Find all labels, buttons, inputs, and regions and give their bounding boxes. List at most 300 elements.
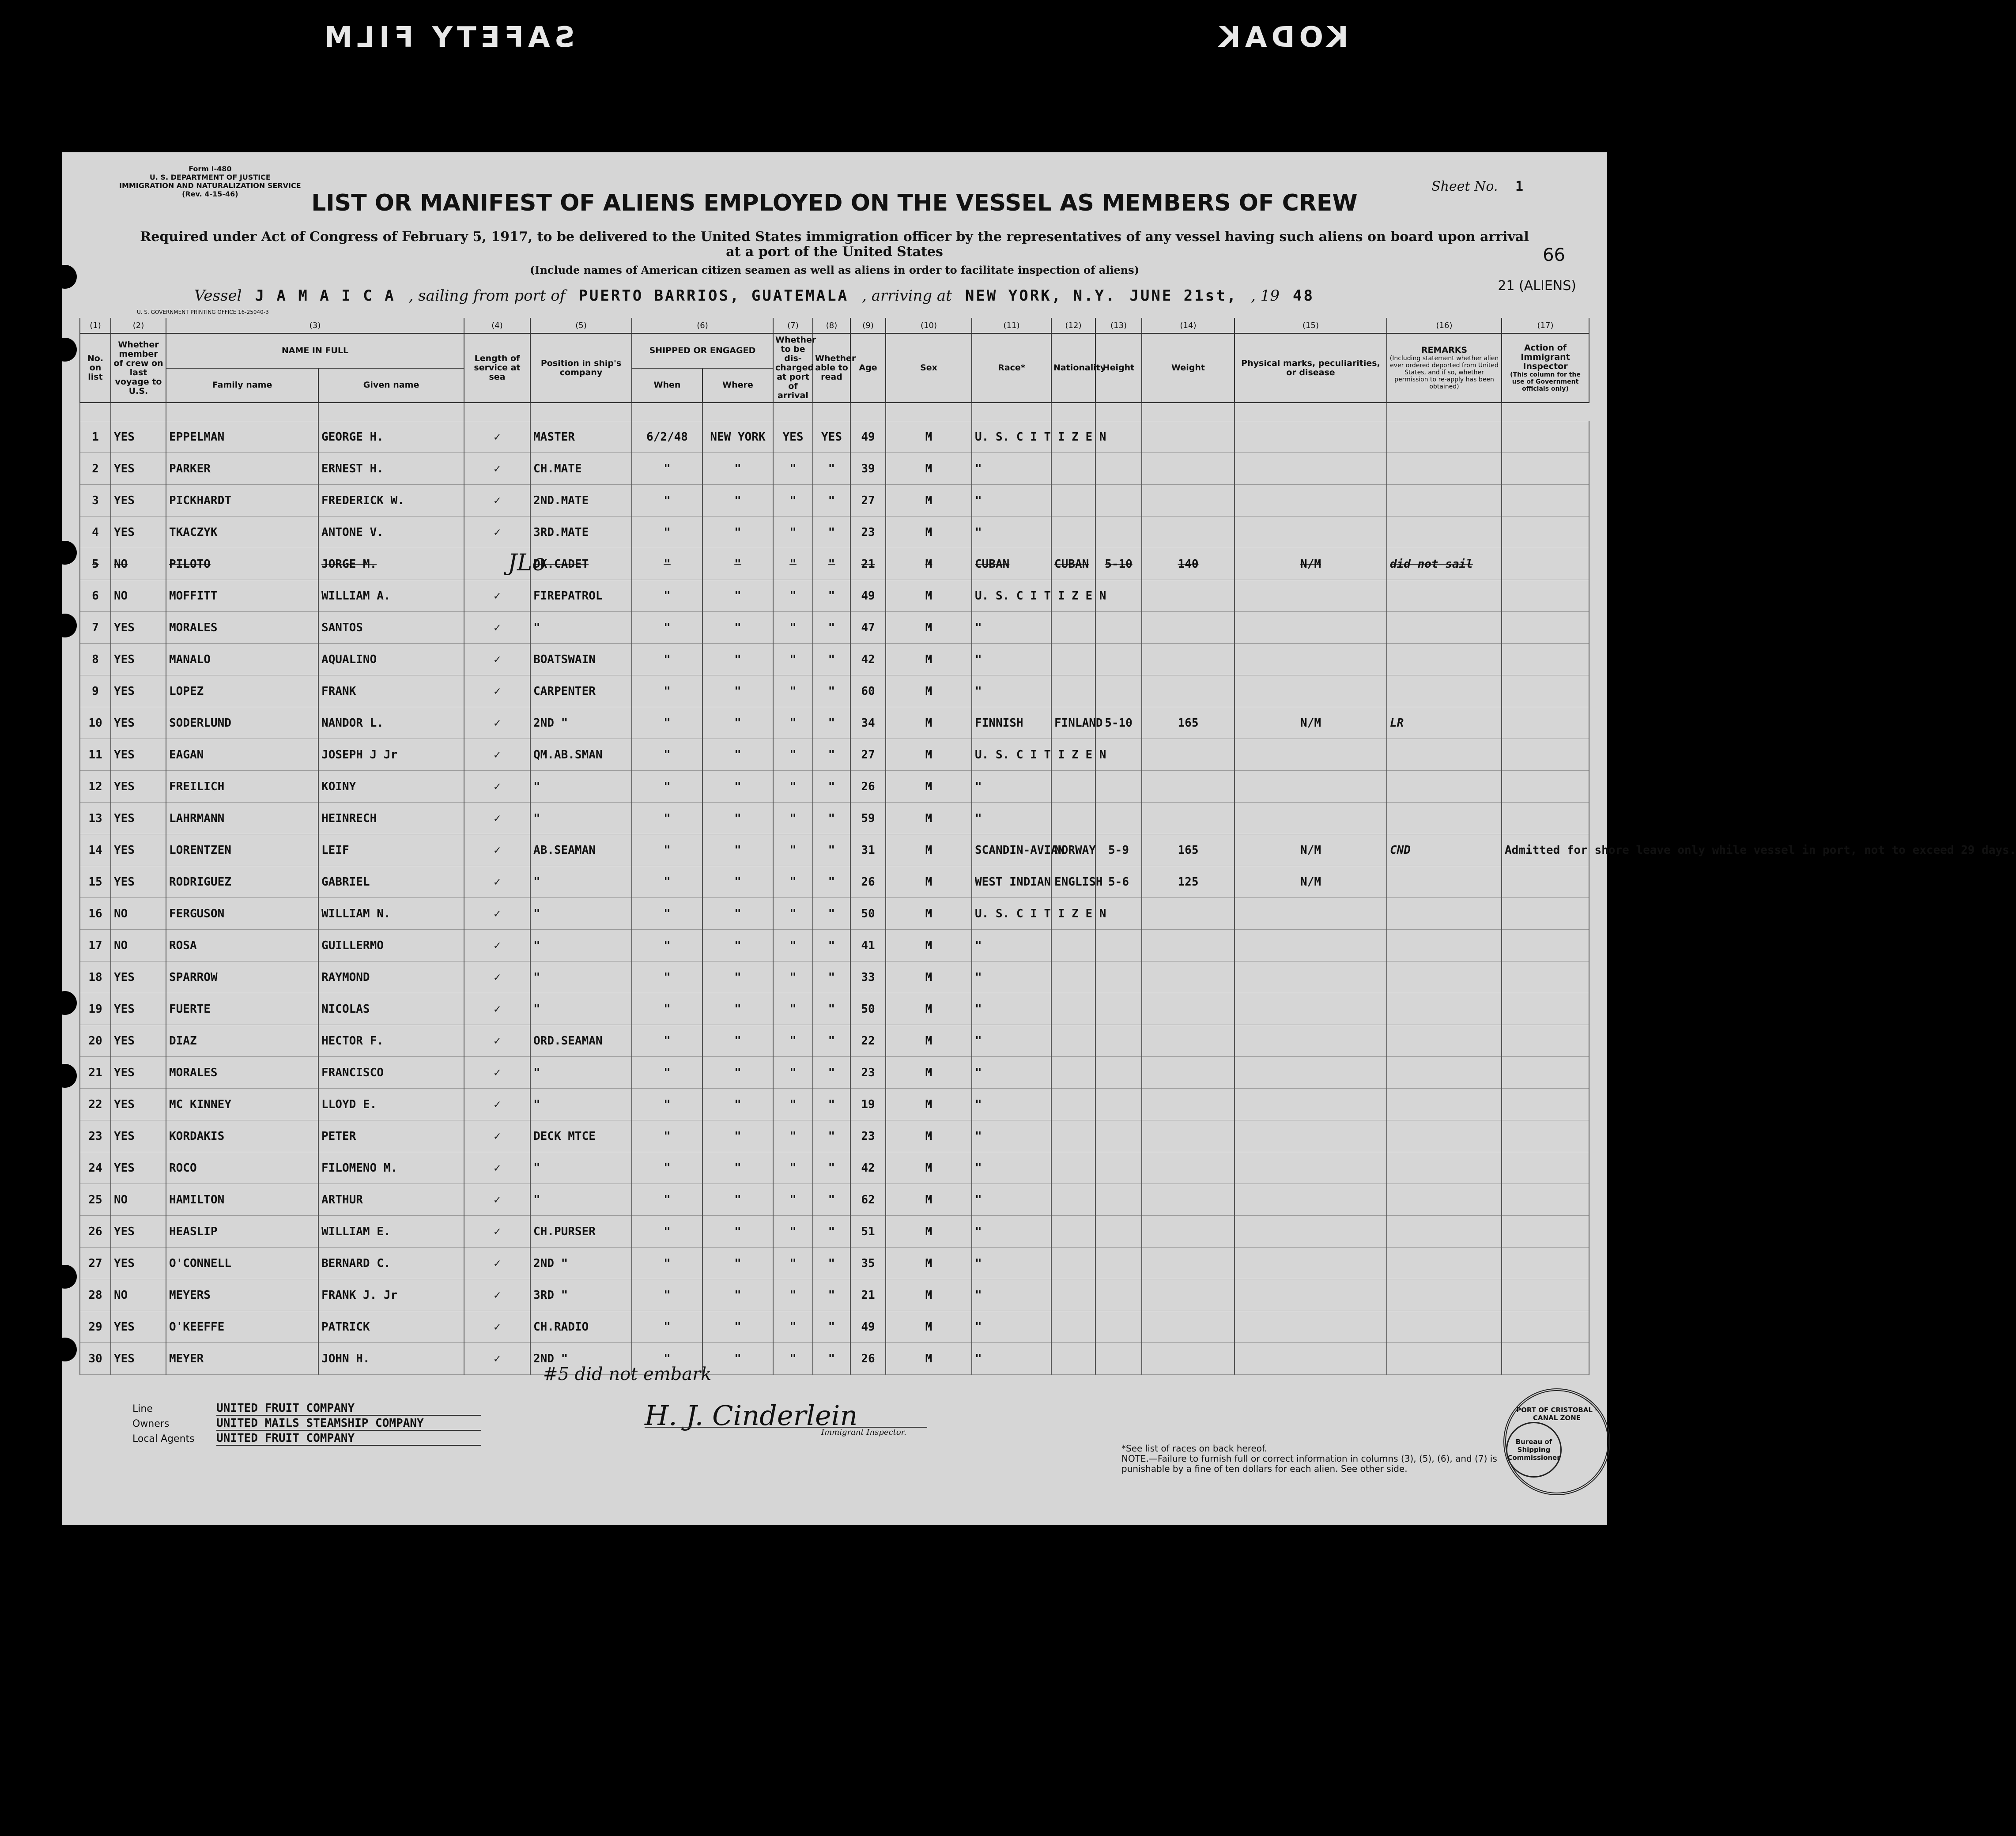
remarks-cell: CND [1387,834,1502,866]
able-to-read-cell: " [813,1343,850,1375]
physical-marks-cell [1235,1184,1387,1216]
member-last-voyage-cell: YES [111,1311,166,1343]
weight-cell [1142,1216,1235,1248]
race-cell: " [972,1089,1051,1120]
able-to-read-cell: " [813,803,850,834]
height-cell [1095,1248,1142,1279]
inspector-action-cell [1502,548,1589,580]
position-cell: CH.RADIO [530,1311,632,1343]
discharged-cell: " [773,1057,813,1089]
age-cell: 42 [850,1152,886,1184]
shipped-where-cell: " [702,580,773,612]
weight-cell: 140 [1142,548,1235,580]
member-last-voyage-cell: YES [111,961,166,993]
member-last-voyage-cell: YES [111,1343,166,1375]
document-subtitle: Required under Act of Congress of February 5, 1917, to be delivered to the United States immigration officer by the representatives of any vessel having such aliens on board upon arrival at a port of the United States [140,229,1529,260]
physical-marks-cell [1235,1248,1387,1279]
film-edge-text [0,18,1668,57]
position-cell: DECK MTCE [530,1120,632,1152]
service-check-cell: ✓ [464,1279,530,1311]
physical-marks-cell [1235,580,1387,612]
race-cell: " [972,803,1051,834]
race-cell: U. S. C I T I Z E N [972,580,1051,612]
physical-marks-cell [1235,453,1387,485]
sex-cell: M [886,993,972,1025]
age-cell: 49 [850,1311,886,1343]
member-last-voyage-cell: YES [111,612,166,644]
table-row [80,548,1589,580]
age-cell: 34 [850,707,886,739]
member-last-voyage-cell: YES [111,834,166,866]
shipped-when-cell: " [632,866,702,898]
family-name-cell: EAGAN [166,739,318,771]
nationality-cell [1051,1279,1095,1311]
sex-cell: M [886,1279,972,1311]
able-to-read-cell: " [813,771,850,803]
given-name-cell: FREDERICK W. [318,485,464,516]
punch-hole [53,991,77,1015]
header-discharged: Whether to be dis-charged at port of arrival [773,333,813,403]
arrival-year: 48 [1293,287,1314,305]
sex-cell: M [886,1216,972,1248]
physical-marks-cell [1235,644,1387,675]
column-number: (14) [1142,318,1235,333]
discharged-cell: " [773,1089,813,1120]
position-cell: QM.AB.SMAN [530,739,632,771]
height-cell [1095,516,1142,548]
footer-owners-row [132,1417,481,1432]
family-name-cell: O'CONNELL [166,1248,318,1279]
age-cell: 27 [850,485,886,516]
physical-marks-cell [1235,930,1387,961]
sex-cell: M [886,1311,972,1343]
table-row [80,1343,1589,1375]
member-last-voyage-cell: NO [111,1184,166,1216]
line-value: UNITED FRUIT COMPANY [216,1402,481,1416]
age-cell: 19 [850,1089,886,1120]
table-row [80,866,1589,898]
height-cell [1095,1120,1142,1152]
owners-label: Owners [132,1418,170,1429]
nationality-cell: CUBAN [1051,548,1095,580]
header-height: Height [1095,333,1142,403]
sex-cell: M [886,1089,972,1120]
family-name-cell: PARKER [166,453,318,485]
height-cell [1095,771,1142,803]
sex-cell: M [886,771,972,803]
height-cell [1095,1152,1142,1184]
position-cell: 2ND " [530,1343,632,1375]
sex-cell: M [886,485,972,516]
inspector-action-cell [1502,1057,1589,1089]
family-name-cell: MEYER [166,1343,318,1375]
family-name-cell: LAHRMANN [166,803,318,834]
column-number-row [80,318,1589,333]
remarks-cell [1387,612,1502,644]
remarks-cell [1387,1311,1502,1343]
age-cell: 49 [850,580,886,612]
position-cell: " [530,1152,632,1184]
inspector-action-cell [1502,771,1589,803]
able-to-read-cell: " [813,1184,850,1216]
remarks-title: REMARKS [1421,345,1468,355]
height-cell [1095,930,1142,961]
nationality-cell [1051,485,1095,516]
punch-hole [53,614,77,637]
row-number-cell: 12 [80,771,111,803]
physical-marks-cell [1235,961,1387,993]
given-name-cell: ARTHUR [318,1184,464,1216]
discharged-cell: " [773,834,813,866]
row-number-cell: 7 [80,612,111,644]
inspector-action-cell [1502,485,1589,516]
position-cell: AB.SEAMAN [530,834,632,866]
weight-cell: 165 [1142,834,1235,866]
family-name-cell: KORDAKIS [166,1120,318,1152]
sailing-label: , sailing from port of [408,287,566,305]
nationality-cell [1051,1248,1095,1279]
given-name-cell: GABRIEL [318,866,464,898]
discharged-cell: " [773,1152,813,1184]
family-name-cell: TKACZYK [166,516,318,548]
age-cell: 42 [850,644,886,675]
inspector-action-cell [1502,675,1589,707]
service-check-cell: ✓ [464,675,530,707]
height-cell: 5-10 [1095,707,1142,739]
inspector-action-cell [1502,421,1589,453]
physical-marks-cell [1235,1025,1387,1057]
discharged-cell: " [773,580,813,612]
able-to-read-cell: " [813,1216,850,1248]
nationality-cell: ENGLISH [1051,866,1095,898]
height-cell: 5-6 [1095,866,1142,898]
remarks-cell [1387,898,1502,930]
header-weight: Weight [1142,333,1235,403]
given-name-cell: WILLIAM E. [318,1216,464,1248]
able-to-read-cell: " [813,1311,850,1343]
footnote-penalty: NOTE.—Failure to furnish full or correct information in columns (3), (5), (6), and (7) is punishable by a fine of ten dollars for each alien. See other side. [1121,1453,1497,1474]
discharged-cell: " [773,771,813,803]
given-name-cell: PATRICK [318,1311,464,1343]
nationality-cell [1051,771,1095,803]
physical-marks-cell: N/M [1235,548,1387,580]
shipped-where-cell: " [702,993,773,1025]
shipped-where-cell: " [702,1343,773,1375]
remarks-cell [1387,675,1502,707]
manifest-sheet [62,152,2016,1525]
able-to-read-cell: " [813,834,850,866]
table-row [80,421,1589,453]
sex-cell: M [886,421,972,453]
table-row [80,1057,1589,1089]
service-check-cell: ✓ [464,1025,530,1057]
weight-cell: 165 [1142,707,1235,739]
nationality-cell: FINLAND [1051,707,1095,739]
punch-hole [53,1265,77,1289]
able-to-read-cell: YES [813,421,850,453]
sex-cell: M [886,548,972,580]
discharged-cell: " [773,1120,813,1152]
table-row [80,739,1589,771]
physical-marks-cell [1235,1311,1387,1343]
height-cell: 5-9 [1095,834,1142,866]
shipped-where-cell: " [702,612,773,644]
weight-cell [1142,1120,1235,1152]
sex-cell: M [886,1120,972,1152]
family-name-cell: ROSA [166,930,318,961]
shipped-when-cell: " [632,1025,702,1057]
nationality-cell [1051,930,1095,961]
height-cell [1095,675,1142,707]
shipped-when-cell: " [632,453,702,485]
print-office: U. S. GOVERNMENT PRINTING OFFICE 16-25040-3 [137,309,269,315]
height-cell [1095,803,1142,834]
remarks-cell [1387,421,1502,453]
race-cell: " [972,1311,1051,1343]
remarks-cell [1387,453,1502,485]
sex-cell: M [886,866,972,898]
service-check-cell: ✓ [464,771,530,803]
family-name-cell: LORENTZEN [166,834,318,866]
race-cell: CUBAN [972,548,1051,580]
handwritten-initials: JLo [508,550,546,576]
member-last-voyage-cell: YES [111,993,166,1025]
remarks-cell [1387,1248,1502,1279]
member-last-voyage-cell: YES [111,771,166,803]
weight-cell [1142,803,1235,834]
sheet-number-label: Sheet No. [1431,179,1498,194]
shipped-where-cell: " [702,1057,773,1089]
service-check-cell: ✓ [464,930,530,961]
service-check-cell: ✓ [464,1216,530,1248]
family-name-cell: SODERLUND [166,707,318,739]
action-title: Action of Immigrant Inspector [1521,343,1570,371]
row-number-cell: 11 [80,739,111,771]
column-number: (7) [773,318,813,333]
position-cell: " [530,612,632,644]
nationality-cell [1051,1025,1095,1057]
physical-marks-cell [1235,993,1387,1025]
able-to-read-cell: " [813,1025,850,1057]
shipped-when-cell: " [632,930,702,961]
table-row [80,612,1589,644]
sex-cell: M [886,612,972,644]
race-cell: " [972,1120,1051,1152]
sex-cell: M [886,675,972,707]
discharged-cell: YES [773,421,813,453]
form-service: IMMIGRATION AND NATURALIZATION SERVICE [119,181,301,190]
remarks-cell [1387,930,1502,961]
remarks-cell [1387,485,1502,516]
height-cell [1095,1216,1142,1248]
table-row [80,803,1589,834]
sex-cell: M [886,516,972,548]
row-number-cell: 15 [80,866,111,898]
header-no-on-list: No. on list [80,333,111,403]
member-last-voyage-cell: YES [111,485,166,516]
punch-hole [53,1338,77,1361]
physical-marks-cell [1235,1120,1387,1152]
position-cell: CH.PURSER [530,1216,632,1248]
service-check-cell: ✓ [464,453,530,485]
row-number-cell: 1 [80,421,111,453]
weight-cell [1142,580,1235,612]
film-edge-brand: KODAK [1214,21,1348,54]
weight-cell [1142,612,1235,644]
shipped-when-cell: 6/2/48 [632,421,702,453]
position-cell: FIREPATROL [530,580,632,612]
member-last-voyage-cell: NO [111,548,166,580]
shipped-when-cell: " [632,803,702,834]
nationality-cell [1051,1311,1095,1343]
sailing-port: PUERTO BARRIOS, GUATEMALA [578,287,849,305]
remarks-cell [1387,1343,1502,1375]
header-sex: Sex [886,333,972,403]
age-cell: 35 [850,1248,886,1279]
inspector-action-cell [1502,739,1589,771]
position-cell: " [530,1057,632,1089]
discharged-cell: " [773,930,813,961]
shipped-when-cell: " [632,580,702,612]
sex-cell: M [886,1248,972,1279]
position-cell: 2ND " [530,707,632,739]
given-name-cell: GUILLERMO [318,930,464,961]
service-check-cell: ✓ [464,580,530,612]
remarks-cell: LR [1387,707,1502,739]
sex-cell: M [886,739,972,771]
able-to-read-cell: " [813,1089,850,1120]
inspector-action-cell [1502,1089,1589,1120]
aliens-count-note: 21 (ALIENS) [1498,278,1576,294]
given-name-cell: JOHN H. [318,1343,464,1375]
column-number: (5) [530,318,632,333]
column-number: (15) [1235,318,1387,333]
age-cell: 23 [850,1057,886,1089]
sex-cell: M [886,930,972,961]
shipped-where-cell: " [702,516,773,548]
service-check-cell: ✓ [464,644,530,675]
header-member-last-voyage: Whether member of crew on last voyage to U.S. [111,333,166,403]
service-check-cell: ✓ [464,516,530,548]
shipped-when-cell: " [632,485,702,516]
family-name-cell: ROCO [166,1152,318,1184]
row-number-cell: 27 [80,1248,111,1279]
physical-marks-cell [1235,739,1387,771]
inspector-action-cell [1502,707,1589,739]
family-name-cell: O'KEEFFE [166,1311,318,1343]
service-check-cell: ✓ [464,1057,530,1089]
column-number: (1) [80,318,111,333]
column-number: (6) [632,318,773,333]
arriving-port: NEW YORK, N.Y. [965,287,1117,305]
inspector-action-cell [1502,993,1589,1025]
able-to-read-cell: " [813,1152,850,1184]
physical-marks-cell [1235,1343,1387,1375]
weight-cell [1142,421,1235,453]
member-last-voyage-cell: NO [111,1279,166,1311]
inspector-action-cell [1502,803,1589,834]
shipped-where-cell: " [702,675,773,707]
nationality-cell [1051,644,1095,675]
shipped-where-cell: " [702,485,773,516]
header-shipped-engaged: SHIPPED OR ENGAGED [632,333,773,368]
family-name-cell: MANALO [166,644,318,675]
remarks-cell [1387,739,1502,771]
vessel-owner-footer [132,1402,481,1447]
age-cell: 21 [850,548,886,580]
inspector-action-cell [1502,866,1589,898]
weight-cell [1142,993,1235,1025]
remarks-cell [1387,1057,1502,1089]
physical-marks-cell [1235,675,1387,707]
film-edge-type: SAFETY FILM [320,21,575,54]
service-check-cell: ✓ [464,866,530,898]
shipped-when-cell: " [632,834,702,866]
sex-cell: M [886,453,972,485]
shipped-when-cell: " [632,644,702,675]
inspector-action-cell [1502,612,1589,644]
vessel-info [194,287,1519,305]
table-row [80,1184,1589,1216]
row-number-cell: 2 [80,453,111,485]
position-cell: ORD.SEAMAN [530,1025,632,1057]
nationality-cell [1051,516,1095,548]
position-cell: " [530,771,632,803]
discharged-cell: " [773,1311,813,1343]
table-row [80,898,1589,930]
service-check-cell: ✓ [464,1152,530,1184]
sex-cell: M [886,707,972,739]
weight-cell [1142,1089,1235,1120]
shipped-where-cell: " [702,707,773,739]
able-to-read-cell: " [813,993,850,1025]
header-length-service: Length of service at sea [464,333,530,403]
member-last-voyage-cell: YES [111,707,166,739]
race-cell: " [972,1152,1051,1184]
shipped-when-cell: " [632,1216,702,1248]
inspector-action-cell [1502,1025,1589,1057]
age-cell: 51 [850,1216,886,1248]
shipped-where-cell: " [702,644,773,675]
table-row [80,993,1589,1025]
row-number-cell: 25 [80,1184,111,1216]
shipped-where-cell: " [702,1216,773,1248]
table-row [80,961,1589,993]
table-row [80,644,1589,675]
given-name-cell: LLOYD E. [318,1089,464,1120]
race-cell: " [972,1248,1051,1279]
form-revision: (Rev. 4-15-46) [182,190,238,198]
member-last-voyage-cell: YES [111,516,166,548]
sex-cell: M [886,1184,972,1216]
nationality-cell [1051,612,1095,644]
row-number-cell: 4 [80,516,111,548]
inspector-action-cell [1502,1279,1589,1311]
physical-marks-cell [1235,1152,1387,1184]
height-cell [1095,961,1142,993]
family-name-cell: MEYERS [166,1279,318,1311]
race-cell: U. S. C I T I Z E N [972,421,1051,453]
column-number: (2) [111,318,166,333]
stamp-outer-text: PORT OF CRISTOBAL · CANAL ZONE [1516,1406,1597,1422]
position-cell: " [530,1089,632,1120]
position-cell: " [530,993,632,1025]
row-number-cell: 17 [80,930,111,961]
age-cell: 26 [850,1343,886,1375]
row-number-cell: 28 [80,1279,111,1311]
row-number-cell: 9 [80,675,111,707]
row-number-cell: 20 [80,1025,111,1057]
